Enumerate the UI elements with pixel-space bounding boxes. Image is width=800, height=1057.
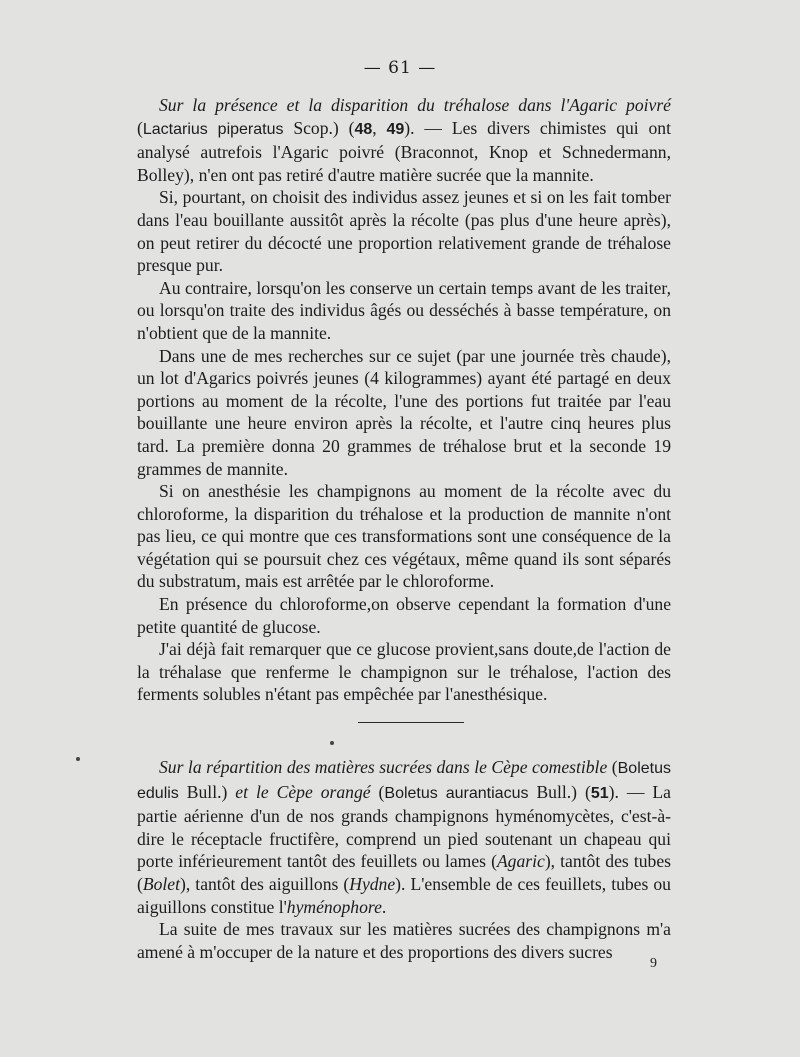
paragraph: Si, pourtant, on choisit des individus assez jeunes et si on les fait tomber dans l'eau bouillante aussitôt après la récolte (pas plus d'une heure après), on peut retirer du décocté une proportion relativement grande de tréhalose presque pur. [137,187,671,276]
section-sugars-cepe [137,756,671,963]
ink-speck [330,741,334,745]
section1-lead-text: — Les divers chimistes qui ont analysé autrefois l'Agaric poivré (Braconnot, Knop et Schnedermann, Bolley), n'en ont pas retiré d'autre matière sucrée que la mannite. [137,117,671,185]
reference-number: 49 [386,120,405,138]
section-trehalose-agaric [137,94,671,706]
species-name: Lactarius piperatus [142,120,284,138]
species-name: Boletus edulis [137,760,671,802]
paragraph: J'ai déjà fait remarquer que ce glucose provient,sans doute,de l'action de la tréhalase que renferme le champignon sur le tréhalose, l'action des ferments solubles n'étant pas empêchée par l'anesthésique. [137,639,671,705]
paragraph: La suite de mes travaux sur les matières sucrées des champignons m'a amené à m'occuper de la nature et des proportions des divers sucres [137,919,671,962]
ink-speck [76,757,80,761]
reference-number: 48 [354,120,373,138]
page-number: — 61 — [363,58,437,78]
section2-lead-paragraph: Sur la répartition des matières sucrées dans le Cèpe comestible (Boletus edulis Bull.) et le Cèpe orangé (Boletus aurantiacus Bull.) (51). — La partie aérienne d'un de nos grands champignons hyménomycètes, c'est-à-dire le réceptacle fructifère, comprend un pied soutenant un chapeau qui porte inférieurement tantôt des feuillets ou lames (Agaric), tantôt des tubes (Bolet), tantôt des aiguillons (Hydne). L'ensemble de ces feuillets, tubes ou aiguillons constitue l'hyménophore. [137,757,671,917]
section-divider [358,722,464,723]
reference-number: 51 [590,784,609,802]
section1-lead-paragraph: Sur la présence et la disparition du tréhalose dans l'Agaric poivré (Lactarius piperatus Scop.) (48, 49). — Les divers chimistes qui ont analysé autrefois l'Agaric poivré (Braconnot, Knop et Schnedermann, Bolley), n'en ont pas retiré d'autre matière sucrée que la mannite. [137,95,671,185]
paragraph: Dans une de mes recherches sur ce sujet (par une journée très chaude), un lot d'Agarics poivrés jeunes (4 kilogrammes) ayant été partagé en deux portions au moment de la récolte, l'une des portions fut traitée par l'eau bouillante une heure environ après la récolte, et l'autre cinq heures plus tard. La première donna 20 grammes de tréhalose brut et la seconde 19 grammes de mannite. [137,345,671,479]
section2-title: Sur la répartition des matières sucrées dans le Cèpe comestible [159,757,608,777]
paragraph: En présence du chloroforme,on observe cependant la formation d'une petite quantité de glucose. [137,594,671,637]
paragraph: Si on anesthésie les champignons au moment de la récolte avec du chloroforme, la disparition du tréhalose et la production de mannite n'ont pas lieu, ce qui montre que ces transformations sont une conséquence de la végétation qui se poursuit chez ces végétaux, même quand ils sont séparés du substratum, mais est arrêtée par le chloroforme. [137,481,671,592]
section1-title: Sur la présence et la disparition du tréhalose dans l'Agaric poivré [159,95,671,115]
paragraph: Au contraire, lorsqu'on les conserve un certain temps avant de les traiter, ou lorsqu'on traite des individus âgés ou desséchés à basse température, on n'obtient que de la mannite. [137,277,671,343]
signature-mark: 9 [650,956,657,971]
species-name: Boletus aurantiacus [384,784,529,802]
